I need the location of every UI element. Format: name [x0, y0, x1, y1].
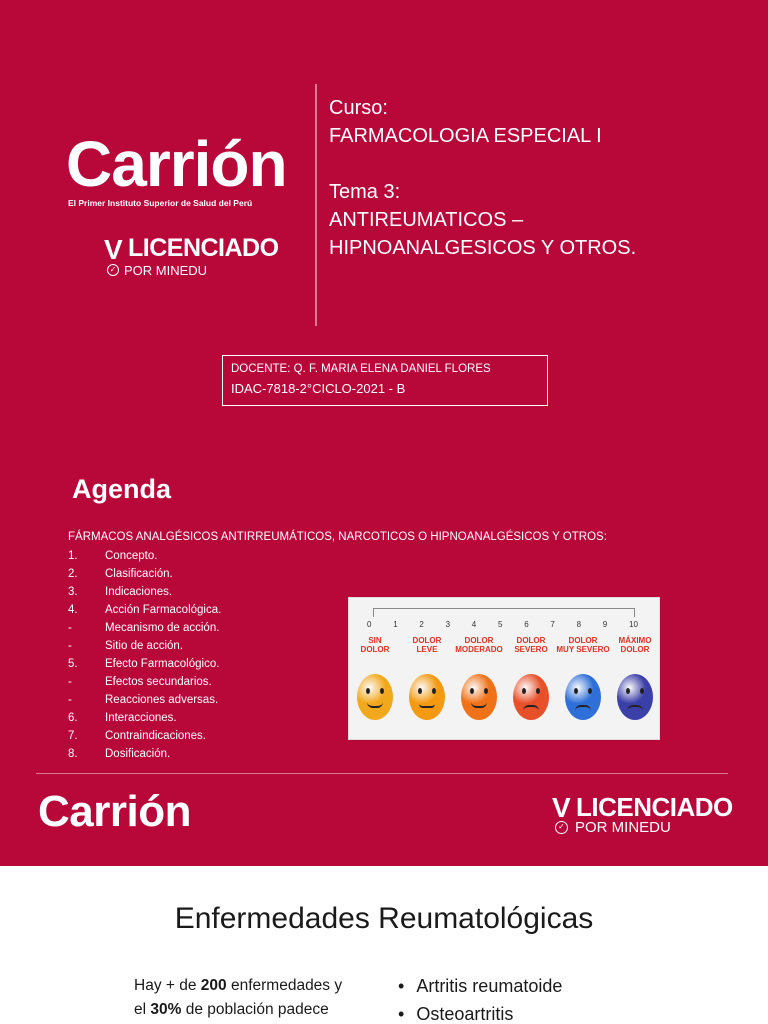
list-item: 3. Indicaciones.	[68, 586, 173, 598]
docente-box	[222, 355, 548, 406]
topic-line-2: HIPNOANALGESICOS Y OTROS.	[329, 237, 637, 259]
list-item: - Sitio de acción.	[68, 640, 183, 652]
scale-label: DOLOR MUY SEVERO	[556, 636, 610, 654]
course-label: Curso:	[329, 97, 388, 119]
pain-face-icon	[617, 674, 653, 720]
pain-face-icon	[565, 674, 601, 720]
scale-numbers	[367, 620, 641, 632]
horizontal-divider	[36, 773, 728, 774]
scale-number: 0	[367, 620, 372, 629]
scale-label: DOLOR LEVE	[412, 636, 442, 654]
scale-number: 6	[524, 620, 529, 629]
vertical-divider	[315, 84, 317, 326]
carrion-logo: Carrión	[66, 128, 287, 200]
check-icon: ✓	[555, 821, 568, 834]
list-item: 4. Acción Farmacológica.	[68, 604, 222, 616]
docente-name: DOCENTE: Q. F. MARIA ELENA DANIEL FLORES	[231, 363, 491, 375]
scale-label: DOLOR MODERADO	[455, 636, 503, 654]
course-name: FARMACOLOGIA ESPECIAL I	[329, 125, 602, 147]
scale-number: 3	[445, 620, 451, 629]
agenda-list	[68, 547, 221, 763]
slide2-bullets	[398, 972, 562, 1024]
list-item: 6. Interacciones.	[68, 712, 177, 724]
scale-number: 4	[471, 620, 477, 629]
pain-face-icon	[357, 674, 393, 720]
pain-faces	[349, 674, 661, 730]
list-item: 8. Dosificación.	[68, 748, 171, 760]
list-item: - Efectos secundarios.	[68, 676, 212, 688]
licenciado-title: LICENCIADO	[576, 792, 733, 822]
agenda-title: Agenda	[72, 474, 172, 504]
scale-number: 1	[393, 620, 398, 629]
list-item: 5. Efecto Farmacológico.	[68, 658, 220, 670]
licenciado-title: LICENCIADO	[128, 234, 279, 262]
list-item: • Osteoartritis	[398, 1000, 562, 1024]
pain-face-icon	[409, 674, 445, 720]
list-item: • Artritis reumatoide	[398, 972, 562, 1000]
agenda-subtitle: FÁRMACOS ANALGÉSICOS ANTIRREUMÁTICOS, NARCOTICOS O HIPNOANALGÉSICOS Y OTROS:	[68, 531, 607, 543]
topic-line-1: ANTIREUMATICOS –	[329, 209, 524, 231]
pain-scale-image	[348, 597, 660, 740]
slide2-stats: Hay + de 200 enfermedades y el 30% de población padece	[134, 977, 343, 1018]
course-info	[329, 94, 636, 262]
scale-number: 10	[629, 620, 638, 629]
course-code: IDAC-7818-2°CICLO-2021 - B	[231, 381, 406, 396]
licenciado-subtitle: POR MINEDU	[124, 263, 208, 278]
scale-number: 2	[419, 620, 424, 629]
licenciado-subtitle: POR MINEDU	[575, 819, 671, 836]
scale-number: 5	[498, 620, 503, 629]
scale-labels	[349, 636, 661, 666]
list-item: - Mecanismo de acción.	[68, 622, 220, 634]
list-item: - Reacciones adversas.	[68, 694, 219, 706]
scale-number: 8	[576, 620, 582, 629]
check-icon: ✓	[107, 264, 119, 276]
scale-number: 7	[550, 620, 555, 629]
list-item: 1. Concepto.	[68, 550, 158, 562]
scale-ruler	[373, 608, 635, 617]
licenciado-v-icon: V	[104, 234, 123, 265]
pain-face-icon	[461, 674, 497, 720]
scale-label: SIN DOLOR	[360, 636, 390, 654]
carrion-tagline: El Primer Instituto Superior de Salud del Perú	[68, 198, 253, 208]
scale-number: 9	[602, 620, 608, 629]
scale-label: MÁXIMO DOLOR	[618, 636, 652, 654]
scale-label: DOLOR SEVERO	[514, 636, 548, 654]
list-item: 7. Contraindicaciones.	[68, 730, 207, 742]
pain-face-icon	[513, 674, 549, 720]
licenciado-v-icon: V	[552, 792, 571, 823]
footer-carrion-logo: Carrión	[38, 787, 191, 836]
list-item: 2. Clasificación.	[68, 568, 173, 580]
topic-label: Tema 3:	[329, 181, 401, 203]
slide2-title: Enfermedades Reumatológicas	[174, 902, 594, 935]
